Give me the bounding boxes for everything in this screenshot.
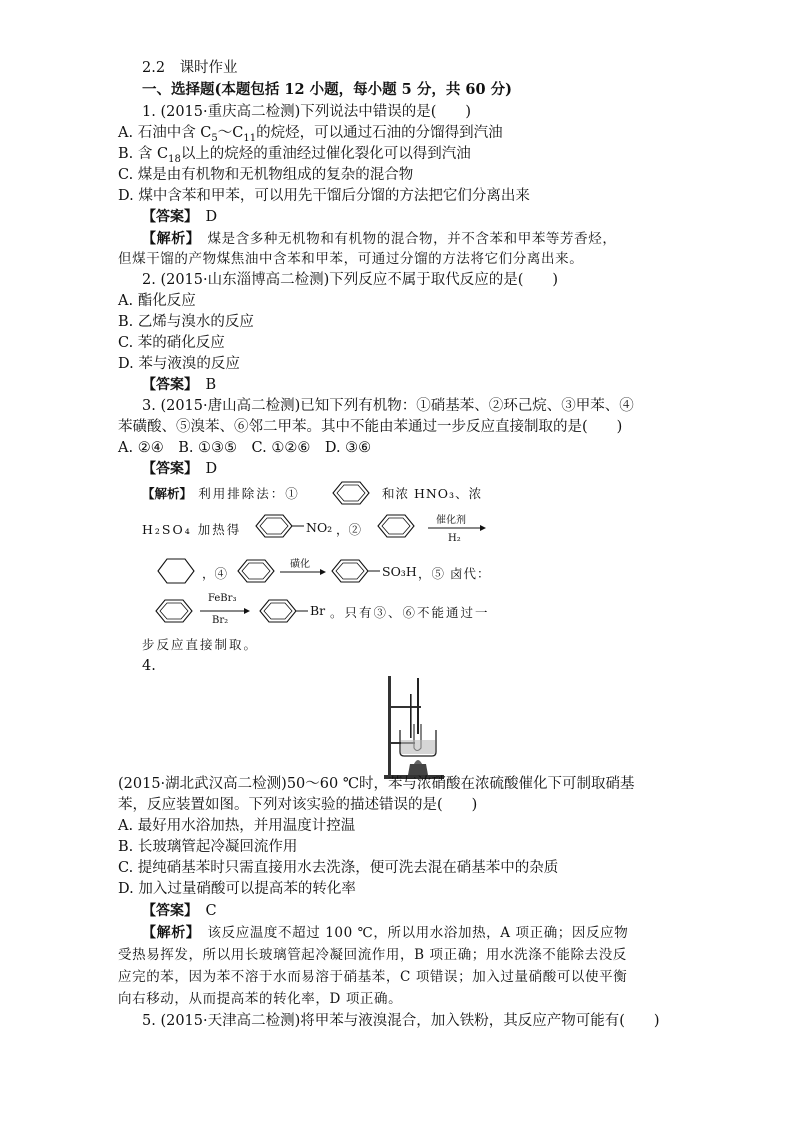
nitration-apparatus-figure (380, 672, 450, 782)
q3-analysis-t8: 步反应直接制取。 (142, 637, 259, 652)
benzene-ring-1 (326, 480, 376, 506)
q1-option-b: B. 含 $C_{18}$以上的烷烃的重油经过催化裂化可以得到汽油 (118, 146, 471, 165)
analysis-label: 【解析】 (142, 231, 194, 247)
q1-stem: 1. (2015·重庆高二检测)下列说法中错误的是( ) (142, 104, 472, 120)
q3-analysis-t5: ，④ (202, 566, 228, 581)
q4-stem-line2: 苯，反应装置如图。下列对该实验的描述错误的是( ) (118, 797, 478, 813)
q1-option-d: D. 煤中含苯和甲苯，可以用先干馏后分馏的方法把它们分离出来 (118, 188, 530, 204)
q3-stem-line1: 3. (2015·唐山高二检测)已知下列有机物：①硝基苯、②环己烷、③甲苯、④ (142, 398, 634, 414)
q3-analysis-t4: ，② (336, 522, 362, 537)
q4-analysis-line1: 【解析】 该反应温度不超过 100 ℃，所以用水浴加热，A 项正确；因反应物 (142, 925, 629, 941)
reaction-arrow-3 (200, 607, 255, 615)
catalyst-label: 催化剂 (436, 515, 466, 526)
benzene-ring-3 (232, 557, 282, 585)
reaction-arrow-1 (428, 524, 488, 532)
q1-option-a: A. 石油中含 $C_5\sim C_{11}$的烷烃，可以通过石油的分馏得到汽油 (118, 125, 503, 144)
q1-answer: 【答案】 D (142, 209, 218, 225)
q4-number: 4. (142, 658, 156, 674)
q1-option-c: C. 煤是由有机物和无机物组成的复杂的混合物 (118, 167, 414, 183)
q3-analysis-t3: H₂SO₄ 加热得 (142, 522, 242, 537)
q2-option-a: A. 酯化反应 (118, 293, 196, 309)
q2-answer: 【答案】 B (142, 377, 217, 393)
benzene-ring-4 (150, 597, 200, 625)
iron-bromide-label: FeBr₃ (208, 593, 237, 604)
q4-analysis-line4: 向右移动，从而提高苯的转化率，D 项正确。 (118, 991, 403, 1007)
sulfonation-label: 磺化 (290, 559, 310, 570)
q4-option-c: C. 提纯硝基苯时只需直接用水去洗涤，便可洗去混在硝基苯中的杂质 (118, 860, 559, 876)
nitrobenzene-structure (250, 512, 350, 540)
q3-answer: 【答案】 D (142, 461, 218, 477)
reaction-arrow-2 (280, 568, 330, 576)
section-title: 课时作业 (179, 60, 238, 76)
q1-analysis-line2: 但煤干馏的产物煤焦油中含苯和甲苯，可通过分馏的方法将它们分离出来。 (118, 251, 584, 267)
section-number: 2.2 (142, 60, 166, 76)
q4-analysis-line2: 受热易挥发，所以用长玻璃管起冷凝回流作用，B 项正确；用水洗涤不能除去没反 (118, 947, 627, 963)
sulfonic-group-label: SO₃H (382, 564, 417, 579)
bromo-group-label: Br (310, 603, 326, 618)
cyclohexane-structure (152, 556, 202, 586)
q4-stem-line1: (2015·湖北武汉高二检测)50～60 ℃时，苯与浓硝酸在浓硫酸催化下可制取硝基 (118, 776, 635, 792)
bromine-label: Br₂ (212, 615, 229, 626)
q5-stem: 5. (2015·天津高二检测)将甲苯与液溴混合，加入铁粉，其反应产物可能有( ) (142, 1013, 660, 1029)
q4-option-a: A. 最好用水浴加热，并用温度计控温 (118, 818, 356, 834)
q3-options: A. ②④ B. ①③⑤ C. ①②⑥ D. ③⑥ (118, 440, 372, 456)
hydrogen-label: H₂ (448, 533, 461, 544)
q3-stem-line2: 苯磺酸、⑤溴苯、⑥邻二甲苯。其中不能由苯通过一步反应直接制取的是( ) (118, 419, 623, 435)
q1-analysis-line1: 【解析】 煤是含多种无机物和有机物的混合物，并不含苯和甲苯等芳香烃， (142, 231, 617, 247)
q4-answer: 【答案】 C (142, 903, 217, 919)
q4-option-b: B. 长玻璃管起冷凝回流作用 (118, 839, 298, 855)
section-header (142, 58, 238, 78)
q4-option-d: D. 加入过量硝酸可以提高苯的转化率 (118, 881, 356, 897)
q3-analysis-start: 【解析】 利用排除法：① (142, 486, 300, 501)
q3-analysis-t6: ，⑤ 卤代： (418, 566, 491, 581)
q4-analysis-line3: 应完的苯，因为苯不溶于水而易溶于硝基苯，C 项错误；加入过量硝酸可以使平衡 (118, 969, 628, 985)
answer-label: 【答案】 (142, 209, 191, 225)
nitro-group-label: NO₂ (306, 520, 333, 535)
benzene-ring-2 (372, 512, 422, 540)
q2-stem: 2. (2015·山东淄博高二检测)下列反应不属于取代反应的是( ) (142, 272, 559, 288)
q2-option-d: D. 苯与液溴的反应 (118, 356, 240, 372)
q3-analysis-t7: 。只有③、⑥不能通过一 (330, 605, 490, 620)
part-heading: 一、选择题(本题包括 12 小题，每小题 5 分，共 60 分) (142, 81, 512, 98)
q2-option-c: C. 苯的硝化反应 (118, 335, 225, 351)
q2-option-b: B. 乙烯与溴水的反应 (118, 314, 254, 330)
q3-analysis-t2: 和浓 HNO₃、浓 (382, 486, 483, 501)
